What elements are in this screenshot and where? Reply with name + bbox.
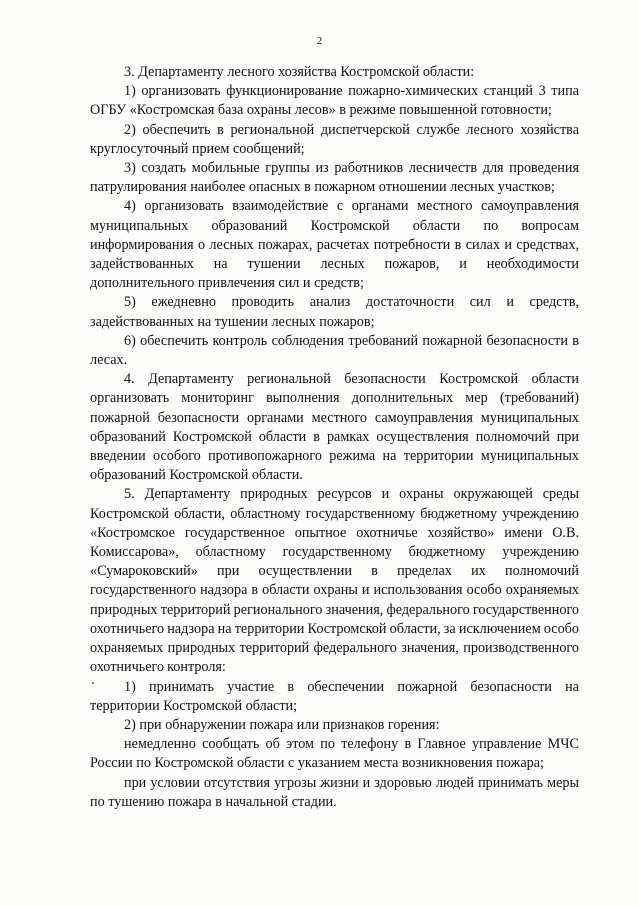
section-4: 4. Департаменту региональной безопасности Костромской области организовать мониторинг выполнения дополнительных мер (требований) пожарной безопасности органами местного самоуправления муниципальных образований Костромской области в рамках осуществления полномочий при введении особого противопожарного режима на территории муниципальных образований Костромской области. — [90, 371, 579, 484]
document-body — [90, 63, 579, 812]
section-5-item-2-extinguish: при условии отсутствия угрозы жизни и здоровью людей принимать меры по тушению пожара в начальной стадии. — [90, 774, 579, 810]
section-3-item-4: 4) организовать взаимодействие с органами местного самоуправления муниципальных образований Костромской области по вопросам информирования о лесных пожарах, расчетах потребности в силах и средствах, задействованных на тушении лесных пожаров, и необходимости дополнительного привлечения сил и средств; — [90, 198, 579, 292]
section-3-item-5: 5) ежедневно проводить анализ достаточности сил и средств, задействованных на тушении лесных пожаров; — [90, 294, 579, 330]
section-3-item-6: 6) обеспечить контроль соблюдения требований пожарной безопасности в лесах. — [90, 332, 579, 369]
section-3-item-2: 2) обеспечить в региональной диспетчерской службе лесного хозяйства круглосуточный прием сообщений; — [90, 121, 579, 157]
scan-speck — [92, 682, 94, 684]
section-5-item-2-report: немедленно сообщать об этом по телефону в Главное управление МЧС России по Костромской области с указанием места возникновения пожара; — [90, 736, 579, 772]
section-5-item-1: 1) принимать участие в обеспечении пожарной безопасности на территории Костромской области; — [90, 678, 579, 714]
section-3-item-1: 1) организовать функционирование пожарно-химических станций 3 типа ОГБУ «Костромская база охраны лесов» в режиме повышенной готовности; — [90, 83, 579, 119]
page-number: 2 — [316, 35, 323, 47]
section-5: 5. Департаменту природных ресурсов и охраны окружающей среды Костромской области, областному государственному бюджетному учреждению «Костромское государственное опытное охотничье хозяйство» имени О.В. Комиссарова», областному государственному бюджетному учреждению «Сумароковский» при осуществлении в пределах их полномочий государственного надзора в области охраны и использования особо охраняемых природных территорий регионального значения, федерального государственного охотничьего надзора на территории Костромской области, за исключением особо охраняемых природных территорий федерального значения, производственного охотничьего контроля: — [90, 486, 579, 676]
section-5-item-2: 2) при обнаружении пожара или признаков горения: — [124, 716, 440, 733]
section-3-item-3: 3) создать мобильные группы из работников лесничеств для проведения патрулирования наиболее опасных в пожарном отношении лесных участков; — [90, 160, 579, 196]
section-3-heading: 3. Департаменту лесного хозяйства Костромской области: — [124, 64, 475, 80]
